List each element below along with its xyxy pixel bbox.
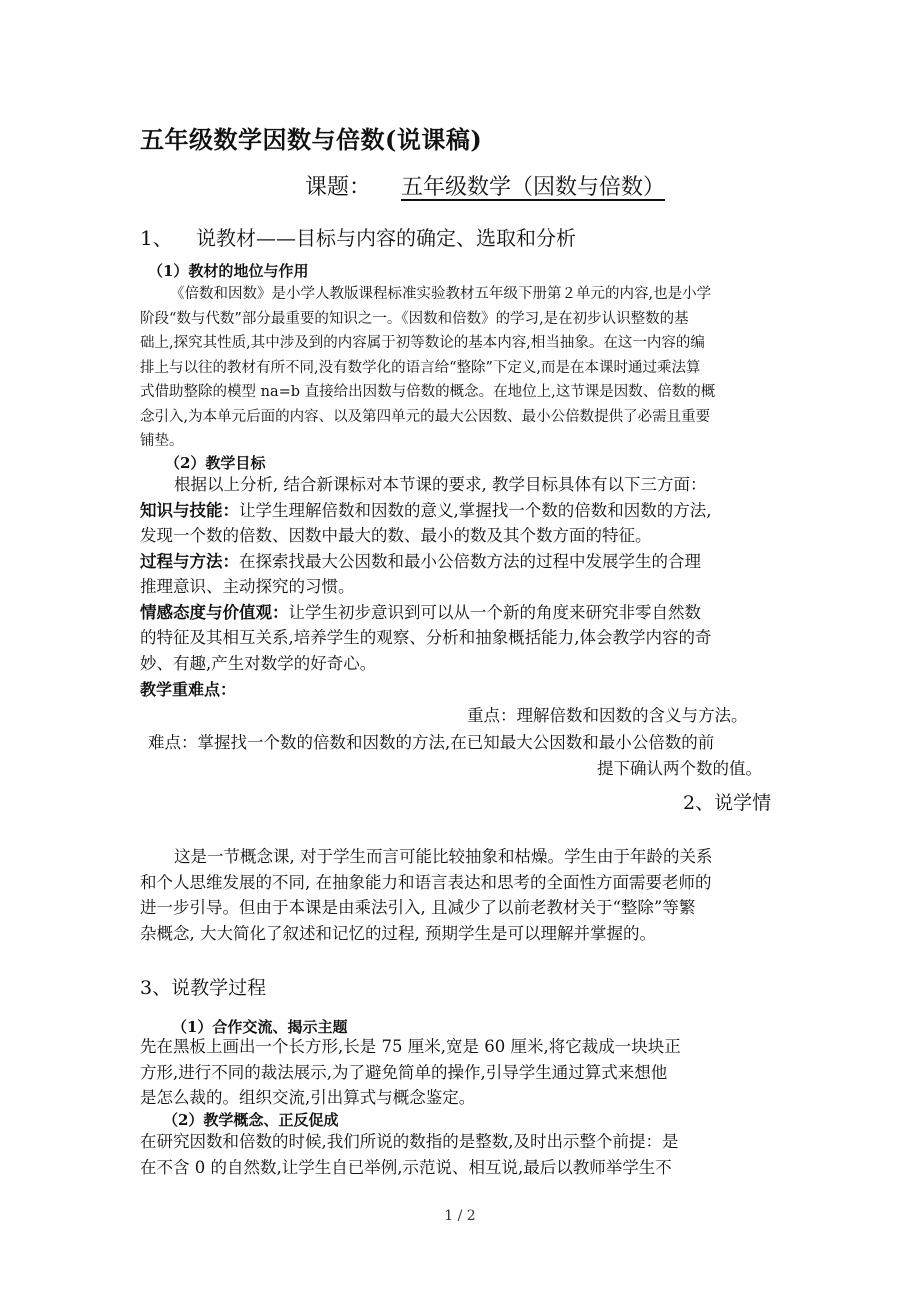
paragraph-line: 础上,探究其性质,其中涉及到的内容属于初等数论的基本内容,相当抽象。在这一内容的编 bbox=[140, 335, 705, 351]
paragraph-learning-situation bbox=[140, 844, 713, 946]
goal-text: 让学生理解倍数和因数的意义,掌握找一个数的倍数和因数的方法, bbox=[239, 500, 712, 520]
paragraph-line: 和个人思维发展的不同, 在抽象能力和语言表达和思考的全面性方面需要老师的 bbox=[140, 872, 712, 892]
paragraph-line: 在不含 0 的自然数,让学生自已举例,示范说、相互说,最后以教师举学生不 bbox=[140, 1157, 672, 1177]
paragraph-line: 阶段“数与代数”部分最重要的知识之一。《因数和倍数》的学习,是在初步认识整数的基 bbox=[140, 310, 689, 327]
goal-text: 推理意识、主动探究的习惯。 bbox=[140, 577, 355, 596]
goal-text: 的特征及其相互关系,培养学生的观察、分析和抽象概括能力,体会教学内容的奇 bbox=[140, 628, 712, 647]
goal-text: 让学生初步意识到可以从一个新的角度来研究非零自然数 bbox=[288, 602, 701, 622]
section1-number: 1、 bbox=[140, 226, 173, 250]
paragraph-line: 是怎么裁的。组织交流,引出算式与概念鉴定。 bbox=[140, 1088, 476, 1107]
goal-process bbox=[140, 549, 712, 575]
keypoint-difficulty-line: 难点：掌握找一个数的倍数和因数的方法,在已知最大公因数和最小公倍数的前 bbox=[148, 733, 715, 752]
subheading-textbook-role: （1）教材的地位与作用 bbox=[148, 262, 309, 280]
document-title: 五年级数学因数与倍数(说课稿) bbox=[140, 125, 483, 154]
paragraph-line: 进一步引导。但由于本课是由乘法引入, 且减少了以前老教材关于“整除”等繁 bbox=[140, 898, 696, 917]
goal-text: 在探索找最大公因数和最小公倍数方法的过程中发展学生的合理 bbox=[239, 551, 701, 571]
keypoint-difficulty-line: 提下确认两个数的值。 bbox=[597, 759, 762, 778]
subheading-concepts: （2）教学概念、正反促成 bbox=[163, 1111, 339, 1129]
paragraph-line: 杂概念, 大大简化了叙述和记忆的过程, 预期学生是可以理解并掌握的。 bbox=[140, 923, 656, 943]
paragraph-line: 铺垫。 bbox=[140, 433, 184, 449]
goal-label: 过程与方法： bbox=[140, 551, 239, 571]
paragraph-cooperation bbox=[140, 1034, 681, 1111]
paragraph-line: 这是一节概念课, 对于学生而言可能比较抽象和枯燥。学生由于年龄的关系 bbox=[174, 847, 713, 866]
goal-text: 发现一个数的倍数、因数中最大的数、最小的数及其个数方面的特征。 bbox=[140, 526, 652, 545]
topic-label: 课题： bbox=[305, 175, 372, 200]
goal-attitude bbox=[140, 600, 712, 626]
paragraph-line: 排上与以往的教材有所不同,没有数学化的语言给“整除”下定义,而是在本课时通过乘法算 bbox=[140, 359, 701, 376]
section1-heading: 说教材——目标与内容的确定、选取和分析 bbox=[196, 226, 576, 250]
paragraph-line: 方形,进行不同的裁法展示,为了避免简单的操作,引导学生通过算式来想他 bbox=[140, 1062, 668, 1082]
paragraph-line: 念引入,为本单元后面的内容、以及第四单元的最大公因数、最小公倍数提供了必需且重要 bbox=[140, 408, 711, 425]
paragraph-concepts bbox=[140, 1129, 679, 1180]
keypoint-focus: 重点：理解倍数和因数的含义与方法。 bbox=[467, 706, 748, 725]
goal-text: 妙、有趣,产生对数学的好奇心。 bbox=[140, 653, 377, 673]
goal-label: 知识与技能： bbox=[140, 500, 239, 520]
goal-label: 情感态度与价值观： bbox=[140, 602, 289, 622]
goal-knowledge bbox=[140, 498, 712, 524]
paragraph-line: 式借助整除的模型 na=b 直接给出因数与倍数的概念。在地位上,这节课是因数、倍数的概 bbox=[140, 384, 716, 400]
topic-line bbox=[305, 170, 713, 201]
subheading-teaching-goals: （2）教学目标 bbox=[165, 454, 266, 472]
subheading-cooperation: （1）合作交流、揭示主题 bbox=[172, 1018, 348, 1036]
keypoints-label: 教学重难点： bbox=[140, 680, 237, 699]
paragraph-textbook-role bbox=[140, 282, 715, 454]
paragraph-line: 先在黑板上画出一个长方形,长是 75 厘米,宽是 60 厘米,将它裁成一块块正 bbox=[140, 1037, 681, 1056]
teaching-goals-block bbox=[140, 472, 712, 676]
section3-heading: 3、说教学过程 bbox=[140, 977, 267, 999]
paragraph-line: 在研究因数和倍数的时候,我们所说的数指的是整数,及时出示整个前提：是 bbox=[140, 1132, 679, 1151]
goals-intro: 根据以上分析, 结合新课标对本节课的要求, 教学目标具体有以下三方面： bbox=[174, 475, 707, 494]
paragraph-line: 《倍数和因数》是小学人教版课程标准实验教材五年级下册第２单元的内容,也是小学 bbox=[170, 286, 712, 302]
page-number: 1 / 2 bbox=[444, 1208, 476, 1224]
topic-value: 五年级数学（因数与倍数） bbox=[401, 175, 666, 200]
section2-heading: 2、说学情 bbox=[683, 792, 772, 814]
